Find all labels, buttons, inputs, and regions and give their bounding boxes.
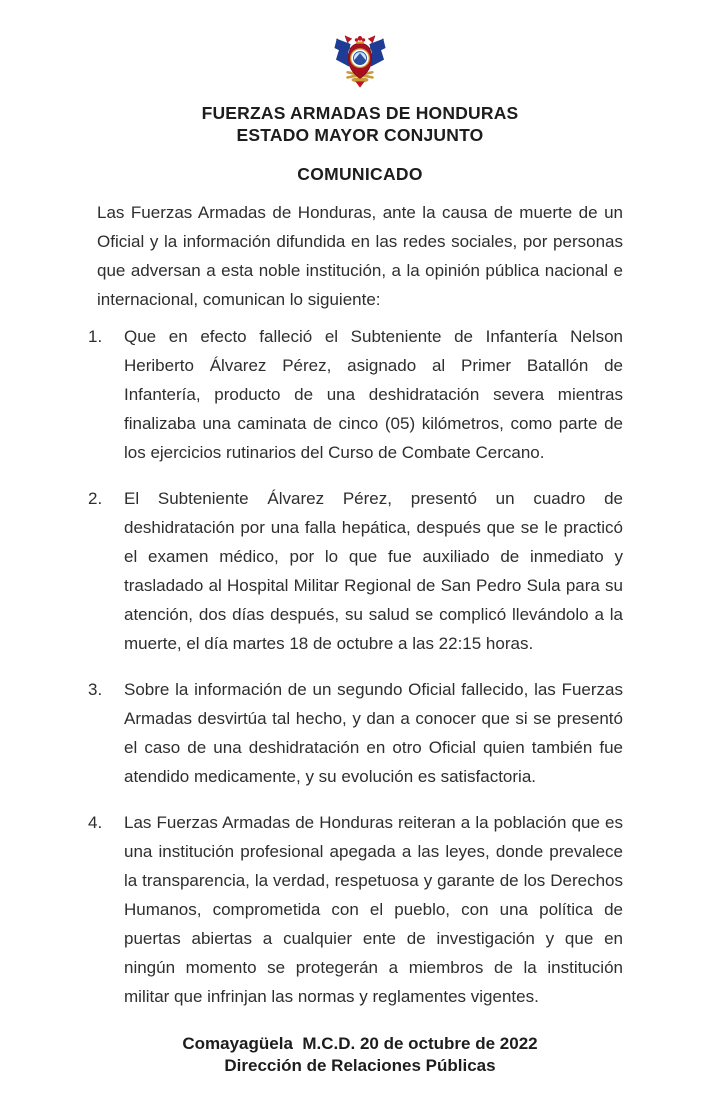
item-text: Las Fuerzas Armadas de Honduras reiteran a la población que es una institución profesional apegada a las leyes, donde prevalece la transparencia, la verdad, respetuosa y garante de los Derechos Humanos, comprometida con el pueblo, con una política de puertas abiertas a cualquier ente de investigación y que en ningún momento se protegerán a miembros de la institución militar que infrinjan las normas y reglamentes vigentes.	[124, 813, 623, 1006]
item-number: 3.	[88, 680, 103, 699]
org-name-line2: ESTADO MAYOR CONJUNTO	[236, 125, 484, 145]
intro-paragraph: Las Fuerzas Armadas de Honduras, ante la causa de muerte de un Oficial y la información difundida en las redes sociales, por personas que adversan a esta noble institución, a la opinión pública nacional e internacional, comunican lo siguiente:	[97, 203, 623, 309]
item-number: 2.	[88, 489, 103, 508]
list-item-2	[88, 484, 623, 658]
item-number: 1.	[88, 327, 103, 346]
footer-place-date: Comayagüela M.C.D. 20 de octubre de 2022	[182, 1034, 538, 1053]
item-text: El Subteniente Álvarez Pérez, presentó un cuadro de deshidratación por una falla hepática, después que se le practicó el examen médico, por lo que fue auxiliado de inmediato y trasladado al Hospital Militar Regional de San Pedro Sula para su atención, dos días después, su salud se complicó llevándolo a la muerte, el día martes 18 de octubre a las 22:15 horas.	[124, 489, 623, 653]
letterhead	[0, 102, 720, 146]
document-body	[88, 198, 623, 1076]
document-title: COMUNICADO	[297, 164, 423, 184]
list-item-3	[88, 675, 623, 791]
list-item-4	[88, 808, 623, 1011]
item-text: Que en efecto falleció el Subteniente de Infantería Nelson Heriberto Álvarez Pérez, asignado al Primer Batallón de Infantería, producto de una deshidratación severa mientras finalizaba una caminata de cinco (05) kilómetros, como parte de los ejercicios rutinarios del Curso de Combate Cercano.	[124, 327, 623, 462]
list-item-1	[88, 322, 623, 467]
org-name-line1: FUERZAS ARMADAS DE HONDURAS	[201, 103, 519, 123]
footer-department: Dirección de Relaciones Públicas	[224, 1055, 496, 1075]
item-text: Sobre la información de un segundo Oficial fallecido, las Fuerzas Armadas desvirtúa tal hecho, y dan a conocer que si se presentó el caso de una deshidratación en otro Oficial quien también fue atendido medicamente, y su evolución es satisfactoria.	[124, 680, 623, 786]
item-number: 4.	[88, 813, 103, 832]
armed-forces-emblem-icon	[329, 33, 391, 91]
document-footer	[97, 1033, 623, 1076]
